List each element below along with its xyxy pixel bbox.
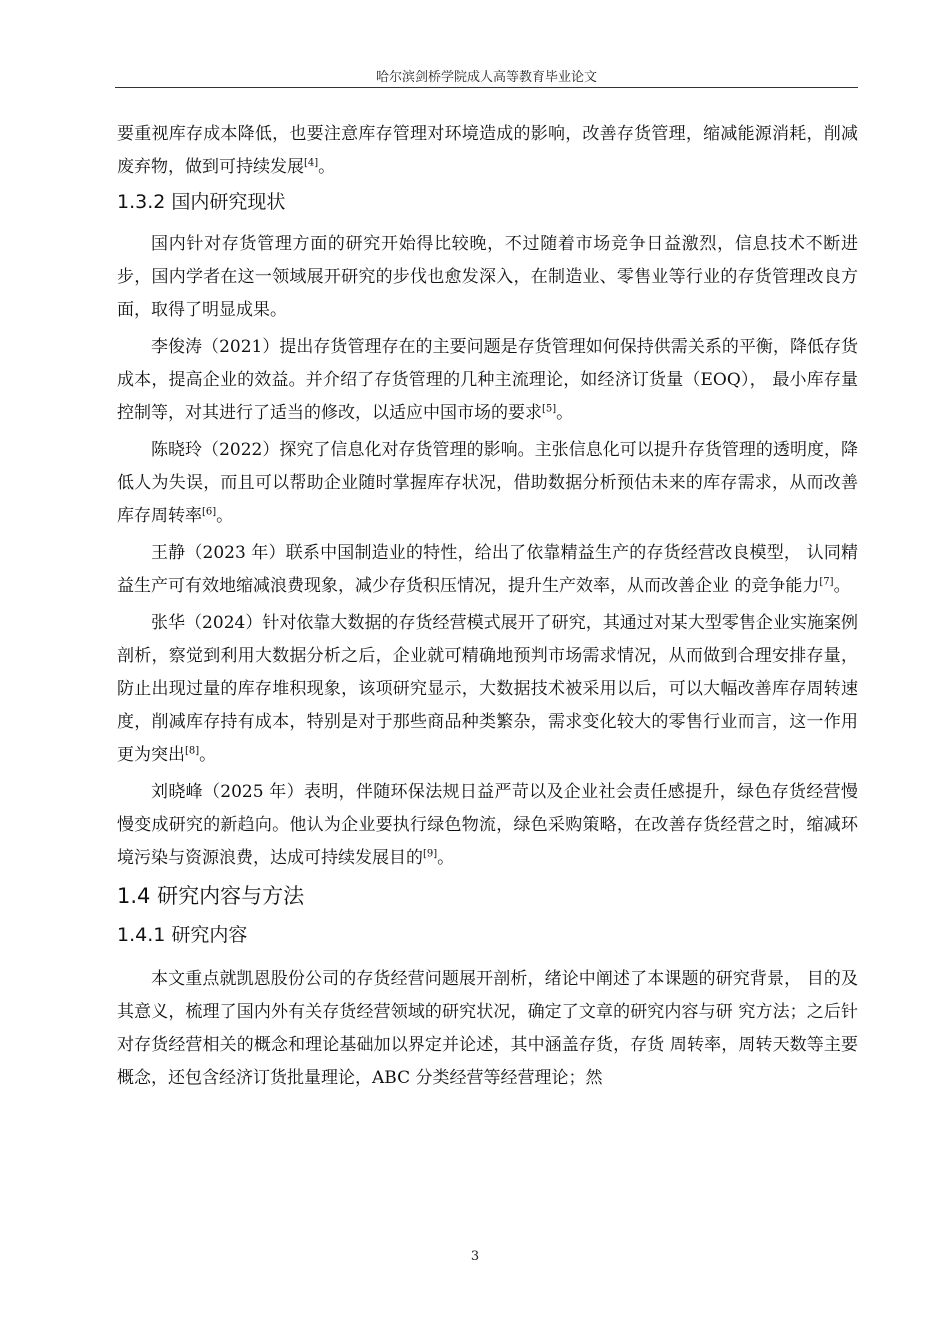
- paragraph-text: 刘晓峰（2025 年）表明，伴随环保法规日益严苛以及企业社会责任感提升，绿色存货经营慢慢变成研究的新趋向。他认为企业要执行绿色物流，绿色采购策略，在改善存货经营之时，缩减环境污染与资源浪费，达成可持续发展目的: [117, 782, 858, 868]
- paragraph-wang-jing: [117, 537, 858, 603]
- section-heading-1-4: 1.4 研究内容与方法: [117, 884, 305, 908]
- citation-ref: [5]: [542, 403, 557, 415]
- paragraph-end: 。: [199, 745, 217, 765]
- paragraph-text: 李俊涛（2021）提出存货管理存在的主要问题是存货管理如何保持供需关系的平衡，降低存货成本，提高企业的效益。并介绍了存货管理的几种主流理论，如经济订货量（EOQ）， 最小库存量控制等，对其进行了适当的修改，以适应中国市场的要求: [117, 337, 858, 423]
- citation-ref: [8]: [185, 745, 200, 757]
- paragraph-end: 。: [318, 157, 336, 177]
- citation-ref: [6]: [202, 506, 217, 518]
- paragraph-text: 要重视库存成本降低，也要注意库存管理对环境造成的影响，改善存货管理，缩减能源消耗，削减废弃物，做到可持续发展: [117, 124, 858, 177]
- paragraph-research-content: 本文重点就凯恩股份公司的存货经营问题展开剖析，绪论中阐述了本课题的研究背景， 目的及其意义，梳理了国内外有关存货经营领域的研究状况，确定了文章的研究内容与研 究方法；之后针对存货经营相关的概念和理论基础加以界定并论述，其中涵盖存货，存货 周转率，周转天数等主要概念，还包含经济订货批量理论，ABC 分类经营等经营理论；然: [117, 969, 858, 1088]
- paragraph-end: 。: [437, 848, 455, 868]
- header-rule: [115, 87, 858, 88]
- section-heading-1-4-1: 1.4.1 研究内容: [117, 924, 248, 946]
- paragraph-li-juntao: [117, 331, 858, 430]
- paragraph-end: 。: [556, 403, 574, 423]
- paragraph-zhang-hua: [117, 607, 858, 772]
- page-header: 哈尔滨剑桥学院成人高等教育毕业论文: [375, 70, 597, 85]
- paragraph-chen-xiaoling: [117, 434, 858, 533]
- document-body: [117, 118, 858, 1095]
- section-heading-1-3-2: 1.3.2 国内研究现状: [117, 191, 286, 213]
- paragraph-liu-xiaofeng: [117, 776, 858, 875]
- paragraph-text: 陈晓玲（2022）探究了信息化对存货管理的影响。主张信息化可以提升存货管理的透明度，降低人为失误，而且可以帮助企业随时掌握库存状况，借助数据分析预估未来的库存需求，从而改善库存周转率: [117, 440, 858, 526]
- citation-ref: [4]: [304, 157, 319, 169]
- paragraph-domestic-intro: 国内针对存货管理方面的研究开始得比较晚，不过随着市场竞争日益激烈，信息技术不断进步，国内学者在这一领域展开研究的步伐也愈发深入，在制造业、零售业等行业的存货管理改良方面，取得了明显成果。: [117, 234, 858, 320]
- paragraph-text: 王静（2023 年）联系中国制造业的特性，给出了依靠精益生产的存货经营改良模型， 认同精益生产可有效地缩减浪费现象，减少存货积压情况，提升生产效率，从而改善企业 的竞争能力: [117, 543, 858, 596]
- page-number: 3: [470, 1249, 480, 1264]
- paragraph-continuation: [117, 118, 858, 184]
- citation-ref: [9]: [423, 848, 438, 860]
- paragraph-end: 。: [216, 506, 234, 526]
- citation-ref: [7]: [819, 576, 834, 588]
- paragraph-text: 张华（2024）针对依靠大数据的存货经营模式展开了研究，其通过对某大型零售企业实施案例剖析，察觉到利用大数据分析之后，企业就可精确地预判市场需求情况，从而做到合理安排存量，防止出现过量的库存堆积现象，该项研究显示，大数据技术被采用以后，可以大幅改善库存周转速度，削减库存持有成本，特别是对于那些商品种类繁杂，需求变化较大的零售行业而言，这一作用更为突出: [117, 613, 858, 765]
- paragraph-end: 。: [833, 576, 851, 596]
